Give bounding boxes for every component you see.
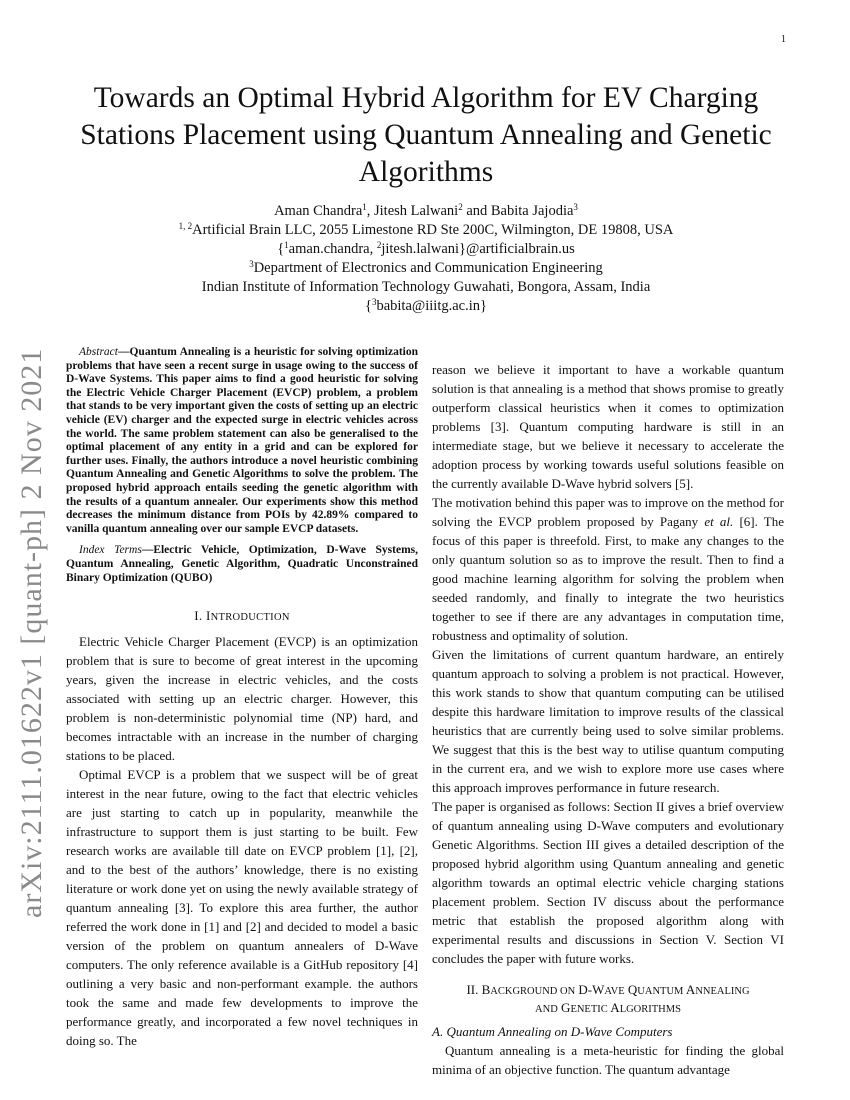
affiliation-mark: 2 (458, 202, 463, 212)
affiliation-text: Department of Electronics and Communication Engineering (253, 260, 603, 276)
left-column (66, 346, 418, 1050)
affiliation-1 (70, 221, 782, 240)
index-terms-label: Index Terms (79, 544, 142, 557)
paragraph: Electric Vehicle Charger Placement (EVCP) is an optimization problem that is sure to become of great interest in the upcoming years, given the increase in electric vehicles, and the costs associated with setting up an electric charger. However, this problem is non-deterministic polynomial time (NP) hard, and becomes intractable with an increase in the number of charging stations to be placed. (66, 634, 418, 764)
abstract-text: —Quantum Annealing is a heuristic for solving optimization problems that have seen a recent surge in usage owing to the success of D-Wave Systems. This paper aims to find a good heuristic for solving the Electric Vehicle Charger Placement (EVCP) problem, a problem that stands to be very important given the costs of setting up an electric vehicle (EV) charger and the expected surge in electric vehicles across the world. The same problem statement can also be generalised to the optimal placement of any entity in a grid and can be explored for further uses. Finally, the authors introduce a novel heuristic combining Quantum Annealing and Genetic Algorithms to solve the problem. The proposed hybrid approach entails seeding the genetic algorithm with the results of a quantum annealer. Our experiments show this method decreases the minimum distance from POIs by 42.89% compared to vanilla quantum annealing over our sample EVCP datasets. (66, 346, 418, 535)
arxiv-identifier: arXiv:2111.01622v1 [quant-ph] 2 Nov 2021 (15, 347, 48, 918)
section-heading-introduction (66, 607, 418, 626)
page-number: 1 (781, 34, 786, 45)
paragraph-text: [6]. The focus of this paper is threefold. First, to make any changes to the only quantum solution so as to improve the result. Then to find a good machine learning algorithm for solving the problem when seeded randomly, and finally to integrate the two heuristics together to see if there are any advantages in computation time, robustness and optimality of solution. (432, 514, 785, 643)
affiliation-mark: 3 (249, 259, 254, 269)
paragraph (432, 493, 784, 645)
heading-part: Q (624, 982, 638, 997)
heading-part: ACKGROUND ON (490, 986, 576, 997)
paragraph-text: The motivation behind this paper was to improve on the method for solving the EVCP problem proposed by Pagany (432, 495, 785, 529)
email-text: aman.chandra, (288, 241, 377, 257)
subsection-heading: A. Quantum Annealing on D-Wave Computers (432, 1024, 673, 1039)
section-heading-background (432, 982, 784, 1018)
section-heading-line-2 (432, 1000, 784, 1018)
paragraph: Given the limitations of current quantum hardware, an entirely quantum approach to solving a problem is not practical. However, this work stands to show that quantum computing can be utilised despite this hardware limitation to improve results of the classical heuristics that are currently being used to solve similar problems. We suggest that this is the best way to utilise quantum computing in the current era, and we wish to explore more use cases where this approach improves performance in future research. (432, 647, 784, 795)
email-text: babita@iiitg.ac.in} (376, 298, 487, 314)
affiliation-2 (70, 259, 782, 278)
heading-part: UANTUM (637, 986, 684, 997)
paragraph: Optimal EVCP is a problem that we suspect will be of great interest in the near future, owing to the fact that electric vehicles are just starting to catch up in popularity, meanwhile the infrastructure to support them is just starting to be built. Few research works are available till date on EVCP problem [1], [2], and to the best of the authors’ knowledge, there is no existing literature or work done yet on using the newly available strategy of quantum annealing [3]. To explore this area further, the author referred the work done in [1] and [2] and decided to model a basic version of the problem on quantum annealers of D-Wave computers. The only reference available is a GitHub repository [4] outlining a very basic and non-performant example. the authors took the same and made few developments to improve the performance greatly, and incorporated a few novel techniques in doing so. The (66, 767, 418, 1049)
heading-part: AVE (604, 986, 625, 997)
author-names (70, 202, 782, 221)
affiliation-2-line-2: Indian Institute of Information Technology Guwahati, Bongora, Assam, India (201, 279, 651, 295)
paper-title: Towards an Optimal Hybrid Algorithm for EV Charging Stations Placement using Quantum Annealing and Genetic Algorithms (80, 82, 772, 188)
affiliation-mark: 1, 2 (178, 221, 193, 231)
heading-part: AND (535, 1004, 558, 1015)
paragraph: Quantum annealing is a meta-heuristic for finding the global minima of an objective function. The quantum advantage (432, 1043, 784, 1077)
author-block (70, 202, 782, 316)
email-1 (70, 240, 782, 259)
abstract (66, 346, 418, 536)
heading-part: NNEALING (695, 986, 750, 997)
affiliation-mark: 3 (371, 297, 377, 307)
index-terms-text: —Electric Vehicle, Optimization, D-Wave Systems, Quantum Annealing, Genetic Algorithm, Quadratic Unconstrained Binary Optimization (QUBO) (66, 544, 419, 584)
brace: { (277, 241, 285, 257)
abstract-label: Abstract (79, 346, 118, 358)
affiliation-text: Artificial Brain LLC, 2055 Limestone RD Ste 200C, Wilmington, DE 19808, USA (192, 222, 674, 238)
email-text: jitesh.lalwani}@artificialbrain.us (381, 241, 575, 257)
heading-part: A (607, 1000, 620, 1015)
heading-part: II. B (466, 982, 491, 997)
section-heading-initial: I (205, 608, 211, 624)
right-column (432, 360, 784, 1079)
section-numeral: I. (194, 608, 206, 624)
heading-part: G (557, 1000, 571, 1015)
heading-part: D-W (575, 982, 605, 997)
section-heading-line-1 (432, 982, 784, 1000)
affiliation-mark: 1 (362, 202, 367, 212)
heading-part: LGORITHMS (619, 1004, 681, 1015)
section-heading-rest: NTRODUCTION (210, 612, 290, 624)
affiliation-mark: 1 (284, 240, 289, 250)
citation-etal: et al. (704, 514, 734, 529)
affiliation-mark: 3 (573, 202, 578, 212)
author-name: , Jitesh Lalwani (366, 203, 459, 219)
brace: { (365, 298, 372, 314)
heading-part: A (683, 982, 696, 997)
author-name: Aman Chandra (274, 203, 363, 219)
email-2 (70, 297, 782, 316)
author-name: and Babita Jajodia (462, 203, 574, 219)
paragraph: reason we believe it important to have a workable quantum solution is that annealing is a method that shows promise to greatly outperform classical heuristics when it comes to optimization problems [3]. Quantum computing hardware is still in an intermediate stage, but we believe it necessary to accelerate the adoption process by working towards useful solutions feasible on the currently available D-Wave hybrid solvers [5]. (432, 362, 784, 491)
paragraph: The paper is organised as follows: Section II gives a brief overview of quantum annealing using D-Wave computers and evolutionary Genetic Algorithms. Section III gives a detailed description of the proposed hybrid algorithm using Quantum annealing and genetic algorithm towards an optimal electric vehicle charging stations placement problem. Section IV discuss about the performance metric that establish the proposed algorithm along with experimental results and discussions in Section V. Section VI concludes the paper with future works. (432, 799, 784, 966)
heading-part: ENETIC (570, 1004, 608, 1015)
affiliation-mark: 2 (376, 240, 382, 250)
index-terms (66, 544, 418, 585)
